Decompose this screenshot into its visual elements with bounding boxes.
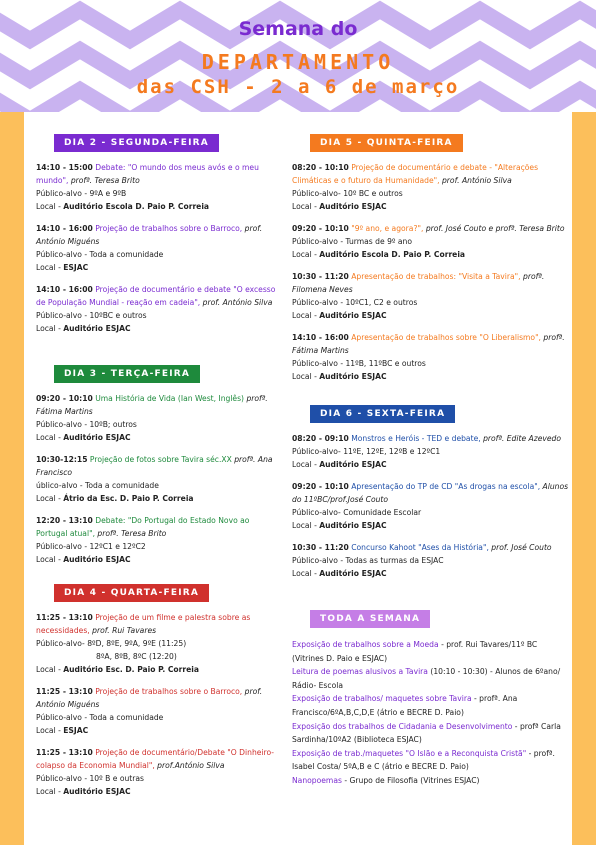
day-section: [36, 580, 280, 798]
event-location-label: Local -: [36, 726, 64, 735]
event-prof: profª. Teresa Brito: [97, 529, 167, 538]
event-prof: profª. Edite Azevedo: [483, 434, 562, 443]
day-label: DIA 5 - QUINTA-FEIRA: [310, 134, 463, 152]
event-location-value: Auditório ESJAC: [63, 324, 131, 333]
event-title-line: [292, 270, 570, 296]
event: [36, 611, 280, 676]
event-prof: prof. António Silva: [441, 176, 512, 185]
event-location-label: Local -: [292, 311, 320, 320]
semana-item-title: Exposição de trab./maquetes "O Islão e a Reconquista Cristã": [292, 748, 527, 758]
event: [36, 685, 280, 737]
event-time: 14:10 - 15:00: [36, 163, 93, 172]
semana-list: [292, 638, 570, 788]
event-audience: Público-alvo- 10º BC e outros: [292, 189, 403, 198]
day-label: TODA A SEMANA: [310, 610, 430, 628]
event-title-line: [292, 541, 570, 554]
event-title: Apresentação de trabalhos sobre "O Liberalismo",: [351, 333, 541, 342]
event-prof: prof. Rui Tavares: [92, 626, 157, 635]
event-location-value: Auditório ESJAC: [63, 787, 131, 796]
event-location: [36, 200, 280, 213]
event-time: 10:30 - 11:20: [292, 272, 349, 281]
day-label: DIA 4 - QUARTA-FEIRA: [54, 584, 209, 602]
semana-item-detail: (10:10 - 10:30) - Alunos de 6ºano/ Rádio- Escola: [292, 667, 561, 690]
event-location-value: Auditório ESJAC: [63, 433, 131, 442]
event: [292, 480, 570, 532]
event-location-value: Auditório ESJAC: [319, 311, 387, 320]
event-title: Projeção de documentário e debate "O excesso de População Mundial - reação em cadeia",: [36, 285, 276, 307]
event-audience: Público-alvo- Comunidade Escolar: [292, 508, 422, 517]
event-location: [36, 785, 280, 798]
event: [36, 392, 280, 444]
event: [36, 283, 280, 335]
event-location-label: Local -: [292, 569, 320, 578]
event-prof: profª. Fátima Martins: [36, 394, 268, 416]
event-location: [36, 261, 280, 274]
event-title-line: [292, 222, 570, 235]
event-prof: profª. Fátima Martins: [292, 333, 565, 355]
event: [36, 746, 280, 798]
event-prof: prof. António Miguéns: [36, 224, 263, 246]
event-audience: Público-alvo - 12ºC1 e 12ºC2: [36, 542, 146, 551]
event-title-line: [292, 161, 570, 187]
event-location-value: Auditório ESJAC: [319, 521, 387, 530]
event-location-label: Local -: [36, 787, 64, 796]
event-title: Projeção de trabalhos sobre o Barroco,: [95, 687, 243, 696]
event: [292, 541, 570, 580]
event-audience: Público-alvo- 8ºD, 8ºE, 9ºA, 9ºE (11:25): [36, 639, 187, 648]
event-location-label: Local -: [36, 433, 64, 442]
event-title-line: [292, 432, 570, 445]
event-location-value: Auditório ESJAC: [319, 460, 387, 469]
event-audience: Público-alvo - Toda a comunidade: [36, 713, 164, 722]
toda-semana-section: [292, 606, 570, 788]
event-location: [292, 248, 570, 261]
event-prof: prof.António Silva: [157, 761, 225, 770]
event: [292, 270, 570, 322]
event-location: [292, 458, 570, 471]
semana-item-title: Exposição de trabalhos sobre a Moeda: [292, 640, 439, 649]
event-location: [36, 492, 280, 505]
event: [292, 222, 570, 261]
semana-item-title: Exposição de trabalhos/ maquetes sobre Tavira: [292, 694, 472, 704]
semana-item-title: Nanopoemas: [292, 775, 342, 785]
event-title-line: [36, 222, 280, 248]
event-audience: úblico-alvo - Toda a comunidade: [36, 481, 159, 490]
event-title-line: [36, 514, 280, 540]
event-title-line: [36, 685, 280, 711]
event-location: [292, 309, 570, 322]
event-time: 08:20 - 09:10: [292, 434, 349, 443]
event-title: Projeção de um filme e palestra sobre as necessidades,: [36, 613, 251, 635]
event-time: 14:10 - 16:00: [36, 224, 93, 233]
left-column: [36, 130, 280, 798]
semana-item: [292, 665, 570, 692]
semana-item-detail: - profª Carla Sardinha/10ºA2 (Biblioteca ESJAC): [292, 721, 561, 745]
event: [36, 161, 280, 213]
event-location-value: ESJAC: [63, 726, 89, 735]
event: [36, 222, 280, 274]
event-title-line: [36, 161, 280, 187]
event-title-line: [36, 746, 280, 772]
event-title-line: [292, 331, 570, 357]
event-location-value: Auditório Escola D. Paio P. Correia: [63, 202, 210, 211]
event-time: 10:30 - 11:20: [292, 543, 349, 552]
event-audience: Público-alvo - Todas as turmas da ESJAC: [292, 556, 444, 565]
event-audience: Público-alvo - Turmas de 9º ano: [292, 237, 413, 246]
left-border-strip: [0, 112, 24, 845]
event-prof: profª. Teresa Brito: [70, 176, 140, 185]
event: [36, 453, 280, 505]
event-title: Apresentação de trabalhos: "Visita a Tavira",: [351, 272, 521, 281]
event-location-label: Local -: [292, 372, 320, 381]
semana-item-detail: - Grupo de Filosofia (Vitrines ESJAC): [341, 775, 480, 785]
event-audience: Público-alvo - Toda a comunidade: [36, 250, 164, 259]
event-title: Projeção de documentário/Debate "O Dinheiro-colapso da Economia Mundial",: [36, 748, 275, 770]
event: [36, 514, 280, 566]
event-location: [36, 553, 280, 566]
day-section: [292, 130, 570, 383]
event-time: 09:20 - 10:10: [292, 482, 349, 491]
day-section: [36, 361, 280, 566]
event-prof: prof. António Silva: [202, 298, 273, 307]
event-title: Projeção de fotos sobre Tavira séc.XX: [89, 455, 232, 464]
semana-item-title: Leitura de poemas alusivos a Tavira: [292, 667, 428, 677]
event-location-label: Local -: [292, 250, 320, 259]
event-title-line: [36, 453, 280, 479]
event-title: Apresentação do TP de CD "As drogas na escola",: [351, 482, 541, 491]
semana-item: [292, 720, 570, 747]
event-location-value: Auditório Esc. D. Paio P. Correia: [63, 665, 200, 674]
event-location-value: Auditório ESJAC: [319, 202, 387, 211]
event-time: 14:10 - 16:00: [36, 285, 93, 294]
event-location: [292, 200, 570, 213]
event-location: [292, 370, 570, 383]
semana-item: [292, 638, 570, 665]
event-location-label: Local -: [292, 521, 320, 530]
event-title: "9º ano, e agora?",: [351, 224, 424, 233]
event-title: Debate: "Do Portugal do Estado Novo ao Portugal atual",: [36, 516, 250, 538]
event-prof: prof. José Couto e profª. Teresa Brito: [425, 224, 565, 233]
event-prof: profª. Ana Francisco: [36, 455, 273, 477]
semana-item: [292, 774, 570, 788]
event-location-label: Local -: [36, 263, 64, 272]
header-line2: DEPARTAMENTO: [201, 50, 395, 74]
event-title: Debate: "O mundo dos meus avós e o meu mundo",: [36, 163, 259, 185]
event-prof: profª. Filomena Neves: [292, 272, 545, 294]
event-time: 11:25 - 13:10: [36, 613, 93, 622]
event-time: 10:30-12:15: [36, 455, 88, 464]
event-location-value: Auditório ESJAC: [63, 555, 131, 564]
event-audience: Público-alvo - 10ºB; outros: [36, 420, 137, 429]
event-audience: Público-alvo - 11ºB, 11ºBC e outros: [292, 359, 426, 368]
event-location: [36, 431, 280, 444]
event-location: [292, 567, 570, 580]
event-title: Projeção de trabalhos sobre o Barroco,: [95, 224, 243, 233]
event: [292, 331, 570, 383]
semana-item: [292, 692, 570, 719]
event-location-value: ESJAC: [63, 263, 89, 272]
event-title-line: [292, 480, 570, 506]
event-time: 11:25 - 13:10: [36, 687, 93, 696]
event-audience: Público-alvo- 11ºE, 12ºE, 12ºB e 12ºC1: [292, 447, 441, 456]
event-title: Uma História de Vida (Ian West, Inglês): [95, 394, 245, 403]
event-location-label: Local -: [292, 202, 320, 211]
event-title-line: [36, 611, 280, 637]
event-location-value: Auditório ESJAC: [319, 569, 387, 578]
event-prof: prof. António Miguéns: [36, 687, 263, 709]
event-location-label: Local -: [36, 665, 64, 674]
event: [292, 161, 570, 213]
day-label: DIA 6 - SEXTA-FEIRA: [310, 405, 455, 423]
header-line1: Semana do: [238, 18, 358, 40]
event-title: Concurso Kahoot "Ases da História",: [351, 543, 489, 552]
event-location-value: Auditório Escola D. Paio P. Correia: [319, 250, 466, 259]
event-location-label: Local -: [36, 494, 64, 503]
event-audience-2: 8ºA, 8ºB, 8ºC (12:20): [96, 652, 177, 661]
right-column: [292, 130, 570, 788]
event-time: 09:20 - 10:10: [36, 394, 93, 403]
event-title: Projeção de documentário e debate - "Alterações Climáticas e o futuro da Humanidade",: [292, 163, 539, 185]
day-section: [36, 130, 280, 335]
event-location: [36, 322, 280, 335]
event-location-value: Átrio da Esc. D. Paio P. Correia: [63, 494, 194, 503]
event-location: [36, 724, 280, 737]
event-prof: Alunos do 11ºBC/prof.José Couto: [292, 482, 569, 504]
event: [292, 432, 570, 471]
day-label: DIA 3 - TERÇA-FEIRA: [54, 365, 200, 383]
event-title-line: [36, 392, 280, 418]
event-audience: Público-alvo - 10º B e outras: [36, 774, 145, 783]
event-location: [292, 519, 570, 532]
event-location-value: Auditório ESJAC: [319, 372, 387, 381]
event-audience: Público-alvo - 10ºBC e outros: [36, 311, 147, 320]
event-location-label: Local -: [36, 202, 64, 211]
event-audience: Público-alvo - 9ºA e 9ºB: [36, 189, 127, 198]
event-time: 14:10 - 16:00: [292, 333, 349, 342]
event-location: [36, 663, 280, 676]
event-location-label: Local -: [36, 555, 64, 564]
day-label: DIA 2 - SEGUNDA-FEIRA: [54, 134, 219, 152]
event-location-label: Local -: [36, 324, 64, 333]
event-time: 09:20 - 10:10: [292, 224, 349, 233]
semana-item-detail: - profª. Ana Francisco/6ºA,B,C,D,E (átrio e BECRE D. Paio): [292, 694, 518, 717]
day-section: [292, 401, 570, 580]
event-audience: Público-alvo - 10ºC1, C2 e outros: [292, 298, 418, 307]
semana-item: [292, 747, 570, 774]
event-title-line: [36, 283, 280, 309]
semana-item-detail: - prof. Rui Tavares/11º BC (Vitrines D. Paio e ESJAC): [292, 640, 538, 663]
event-time: 08:20 - 10:10: [292, 163, 349, 172]
header-line3: das CSH - 2 a 6 de março: [136, 76, 460, 98]
event-title: Monstros e Heróis - TED e debate,: [351, 434, 481, 443]
event-location-label: Local -: [292, 460, 320, 469]
right-border-strip: [572, 112, 596, 845]
semana-item-title: Exposição dos trabalhos de Cidadania e Desenvolvimento: [292, 721, 513, 731]
event-prof: prof. José Couto: [491, 543, 552, 552]
event-time: 11:25 - 13:10: [36, 748, 93, 757]
semana-item-detail: - profª. Isabel Costa/ 5ºA,B e C (átrio e BECRE D. Paio): [292, 748, 555, 772]
event-time: 12:20 - 13:10: [36, 516, 93, 525]
